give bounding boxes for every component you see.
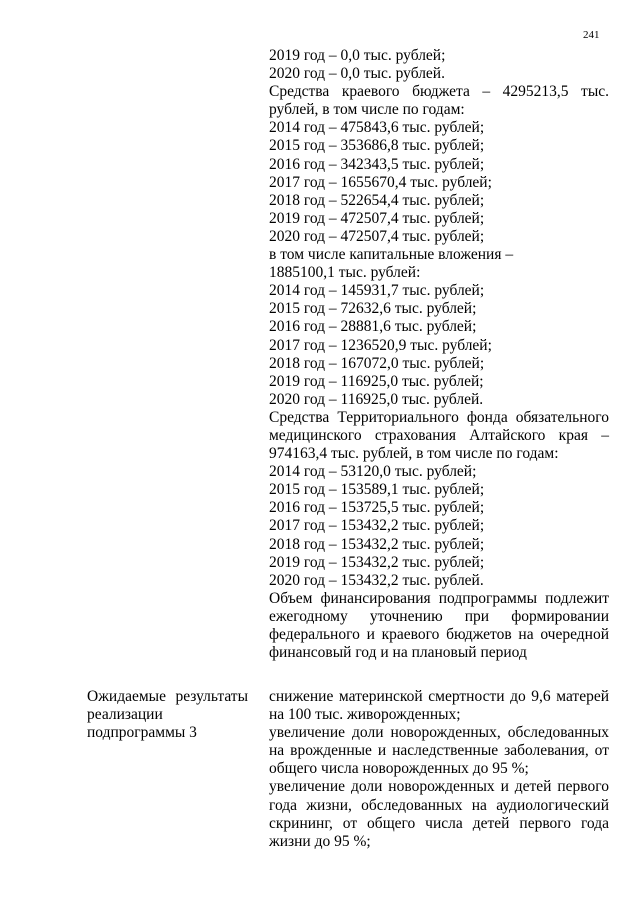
capital-investment-year: 2018 год – 167072,0 тыс. рублей; bbox=[269, 354, 485, 372]
expected-results-list bbox=[269, 688, 609, 851]
expected-results-label: Ожидаемые результаты реализации подпрограммы 3 bbox=[87, 688, 248, 742]
funding-sources-section bbox=[269, 47, 609, 662]
regional-budget-year: 2014 год – 475843,6 тыс. рублей; bbox=[269, 119, 485, 137]
capital-investment-year: 2014 год – 145931,7 тыс. рублей; bbox=[269, 282, 485, 300]
expected-result-item: снижение материнской смертности до 9,6 матерей на 100 тыс. живорожденных; bbox=[269, 688, 609, 724]
regional-budget-heading: Средства краевого бюджета – 4295213,5 тыс. рублей, в том числе по годам: bbox=[269, 83, 609, 119]
page-number: 241 bbox=[583, 29, 600, 41]
regional-budget-year: 2020 год – 472507,4 тыс. рублей; bbox=[269, 227, 485, 245]
tfoms-year: 2017 год – 153432,2 тыс. рублей; bbox=[269, 517, 485, 535]
expected-result-item: увеличение доли новорожденных, обследованных на врожденные и наследственные заболевания, от общего числа новорожденных до 95 %; bbox=[269, 724, 609, 778]
capital-investment-heading: в том числе капитальные вложения – bbox=[269, 246, 514, 264]
tfoms-year: 2019 год – 153432,2 тыс. рублей; bbox=[269, 553, 485, 571]
capital-investment-year: 2016 год – 28881,6 тыс. рублей; bbox=[269, 318, 477, 336]
tfoms-year: 2018 год – 153432,2 тыс. рублей; bbox=[269, 535, 485, 553]
regional-budget-year: 2017 год – 1655670,4 тыс. рублей; bbox=[269, 173, 492, 191]
expected-result-item: увеличение доли новорожденных и детей первого года жизни, обследованных на аудиологический скрининг, от общего числа детей первого года жизни до 95 %; bbox=[269, 778, 609, 850]
capital-investment-year: 2015 год – 72632,6 тыс. рублей; bbox=[269, 300, 477, 318]
funding-line: 2020 год – 0,0 тыс. рублей. bbox=[269, 65, 445, 83]
tfoms-year: 2015 год – 153589,1 тыс. рублей; bbox=[269, 481, 485, 499]
tfoms-heading: Средства Территориального фонда обязательного медицинского страхования Алтайского края – 974163,4 тыс. рублей, в том числе по годам: bbox=[269, 408, 609, 463]
tfoms-year: 2016 год – 153725,5 тыс. рублей; bbox=[269, 499, 485, 517]
tfoms-year: 2014 год – 53120,0 тыс. рублей; bbox=[269, 463, 477, 481]
capital-investment-total: 1885100,1 тыс. рублей: bbox=[269, 264, 421, 282]
regional-budget-year: 2016 год – 342343,5 тыс. рублей; bbox=[269, 155, 485, 173]
regional-budget-year: 2019 год – 472507,4 тыс. рублей; bbox=[269, 209, 485, 227]
capital-investment-year: 2017 год – 1236520,9 тыс. рублей; bbox=[269, 336, 492, 354]
tfoms-year: 2020 год – 153432,2 тыс. рублей. bbox=[269, 571, 484, 589]
funding-closing-note: Объем финансирования подпрограммы подлежит ежегодному уточнению при формировании федерального и краевого бюджетов на очередной финансовый год и на плановый период bbox=[269, 589, 609, 662]
regional-budget-year: 2018 год – 522654,4 тыс. рублей; bbox=[269, 191, 485, 209]
capital-investment-year: 2020 год – 116925,0 тыс. рублей. bbox=[269, 390, 484, 408]
regional-budget-year: 2015 год – 353686,8 тыс. рублей; bbox=[269, 137, 485, 155]
funding-line: 2019 год – 0,0 тыс. рублей; bbox=[269, 47, 446, 64]
capital-investment-year: 2019 год – 116925,0 тыс. рублей; bbox=[269, 372, 484, 390]
